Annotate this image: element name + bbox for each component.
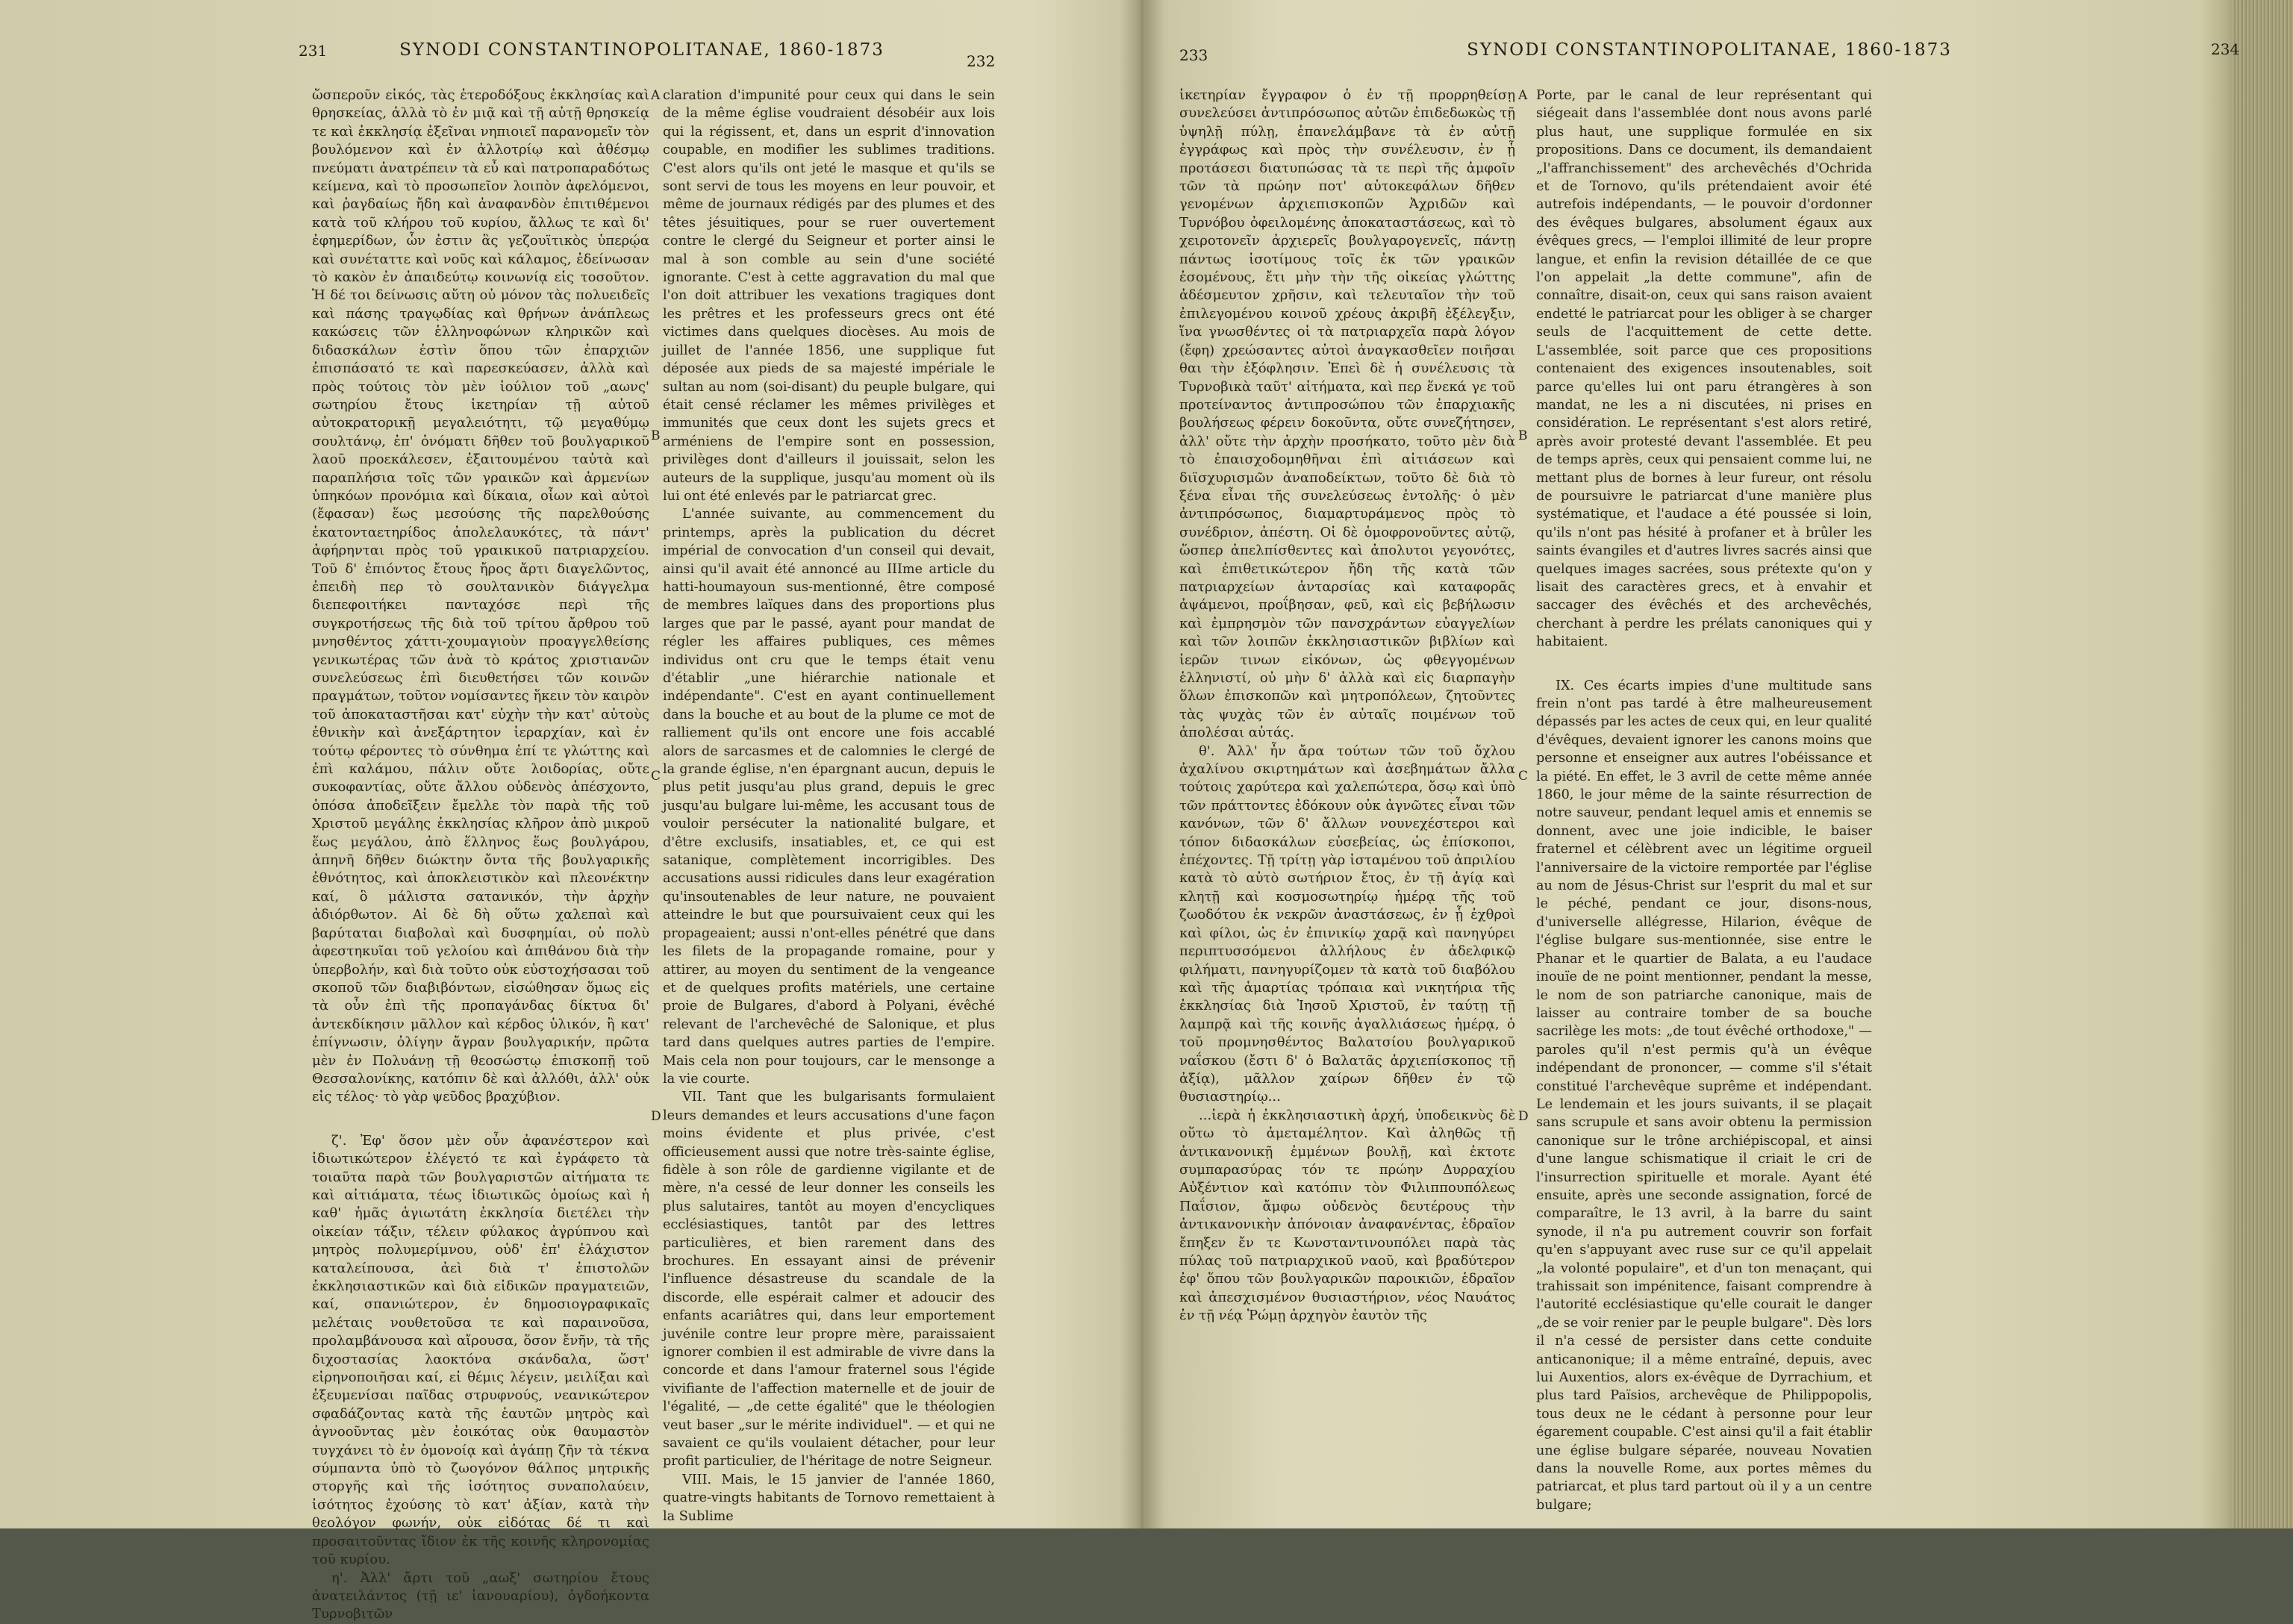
running-title: SYNODI CONSTANTINOPOLITANAE, 1860-1873 xyxy=(1467,40,1952,60)
french-paragraph: claration d'impunité pour ceux qui dans le sein de la même église voudraient désobéir aux lois qui la régissent, et, dans un esprit d'innovation coupable, en modifier les sublimes traditions. C'est alors qu'ils ont jeté le masque et qu'ils se sont servi de tous les moyens en leur pouvoir, et même de journaux rédigés par des plumes et des têtes jésuitiques, pour se ruer ouvertement contre le clergé du Seigneur et porter ainsi le mal à son comble au sein d'une société ignorante. C'est à cette aggravation du mal que l'on doit attribuer les vexations tragiques dont les prêtres et les professeurs grecs ont été victimes dans quelques diocèses. Au mois de juillet de l'année 1856, une supplique fut déposée aux pieds de sa majesté impériale le sultan au nom (soi-disant) du peuple bulgare, qui était censé réclamer les mêmes privilèges et immunités que ceux dont les sujets grecs et arméniens de l'empire sont en possession, privilèges dont d'ailleurs il jouissait, selon les auteurs de la supplique, jusqu'au moment où ils lui ont été enlevés par le patriarcat grec. xyxy=(663,88,995,504)
left-page xyxy=(0,0,1127,1623)
margin-letter-c: C xyxy=(651,769,661,784)
greek-paragraph: ...ἱερὰ ἡ ἐκκλησιαστικὴ ἀρχή, ὑποδεικνὺς δὲ οὕτω τὸ ἀμεταμέλητον. Καὶ ἀληθῶς τῇ ἀντικανονικῇ ἐμμένων βουλῇ, καὶ ἐκτοτε συμπαρασύρας τόν τε πρώην Δυρραχίου Αὐξέντιον καὶ κατόπιν τὸν Φιλιππουπόλεως Παΐσιον, ἄμφω οὐδενὸς δευτέρους τὴν ἀντικανονικὴν ἀπόνοιαν ἀναφανέντας, ἑδραῖον ἔπηξεν ἔν τε Κωνσταντινουπόλει παρὰ τὰς πύλας τοῦ πατριαρχικοῦ ναοῦ, καὶ βραδύτερον ἐφ' ὅπου τῶν βουλγαρικῶν παροικιῶν, ἑδραῖον καὶ ἀπεσχισμένον θυσιαστήριον, νέος Ναυάτος ἐν τῇ νέᾳ Ῥώμῃ ἀρχηγὸν ἑαυτὸν τῆς xyxy=(1179,1107,1515,1324)
margin-letter-b: B xyxy=(1518,428,1528,443)
page-number-234: 234 xyxy=(2211,40,2240,58)
left-page-header xyxy=(0,37,1127,70)
page-number-231: 231 xyxy=(299,42,328,60)
margin-letter-c: C xyxy=(1518,769,1529,784)
margin-letter-b: B xyxy=(651,428,661,443)
page-number-232: 232 xyxy=(967,52,996,70)
greek-paragraph: θ'. Ἀλλ' ἦν ἄρα τούτων τῶν τοῦ ὄχλου ἀχαλίνου σκιρτημάτων καὶ ἀσεβημάτων ἄλλα τούτοις χαρύτερα καὶ χαλεπώτερα, ὅσῳ καὶ ὑπὸ τῶν πράττοντες ἐδόκουν οὐκ ἀγνῶτες εἶναι τῶν κανόνων, τῶν δ' ἄλλων νουνεχέστεροι καὶ τόπον διδασκάλων εὐσεβείας, ὡς ἐπίσκοποι, ἐπέχοντες. Τῇ τρίτῃ γὰρ ἱσταμένου τοῦ ἀπριλίου κατὰ τὸ αὐτὸ σωτήριον ἔτος, ἐν τῇ ἁγίᾳ καὶ κλητῇ καὶ κοσμοσωτηρίῳ ἡμέρᾳ τῆς τοῦ ζωοδότου ἐκ νεκρῶν ἀναστάσεως, ἐν ᾗ ἐχθροὶ καὶ φίλοι, ὡς ἐν ἐπινικίῳ χαρᾷ καὶ πανηγύρει περιπτυσσόμενοι ἀλλήλους ἐν ἀδελφικῷ φιλήματι, πανηγυρίζομεν τὰ κατὰ τοῦ διαβόλου καὶ τῆς ἁμαρτίας τρόπαια καὶ νικητήρια τῆς ἐκκλησίας διὰ Ἰησοῦ Χριστοῦ, ἐν ταύτῃ τῇ λαμπρᾷ καὶ τῆς κοινῆς ἀγαλλιάσεως ἡμέρᾳ, ὁ τοῦ προμνησθέντος Βαλατσίου βουλγαρικοῦ ναΐσκου (ἔστι δ' ὁ Βαλατᾶς ἀρχιεπίσκοπος τῇ ἀξίᾳ), μᾶλλον χαίρων δῆθεν ἐν τῷ θυσιαστηρίῳ... xyxy=(1179,743,1515,1105)
greek-text-column xyxy=(312,87,649,1623)
greek-paragraph: η'. Ἀλλ' ἄρτι τοῦ „αωξ' σωτηρίου ἔτους ἀνατειλάντος (τῇ ιε' ἰανουαρίου), ὀγδοήκοντα Τυρνοβιτῶν xyxy=(312,1570,649,1623)
right-page-header xyxy=(1164,37,2240,67)
french-paragraph: L'année suivante, au commencement du printemps, après la publication du décret impérial de convocation d'un conseil qui devait, ainsi qu'il avait été annoncé au IIIme article du hatti-houmayoun sus-mentionné, être composé de membres laïques dans des proportions plus larges que par le passé, ayant pour mandat de régler les affaires publiques, ces mêmes individus ont cru que le temps était venu d'établir „une hiérarchie nationale et indépendante". C'est en ayant continuellement dans la bouche et au bout de la plume ce mot de ralliement qu'ils ont encore une fois accablé alors de sarcasmes et de calomnies le clergé de la grande église, n'en épargnant aucun, depuis le plus petit jusqu'au plus grand, depuis le grec jusqu'au bulgare lui-même, les accusant tous de vouloir persécuter la nationalité bulgare, et d'être exclusifs, insatiables, et, ce qui est satanique, complètement incorrigibles. Des accusations aussi ridicules dans leur exagération qu'insoutenables de leur nature, ne pouvaient atteindre le but que poursuivaient ceux qui les propageaient; aussi n'ont-elles pénétré que dans les filets de la propagande romaine, pour y attirer, au moyen du sentiment de la vengeance et de quelques profits matériels, une certaine proie de Bulgares, d'abord à Polyani, évêché relevant de l'archevêché de Salonique, et plus tard dans quelques autres parties de l'empire. Mais cela non pour toujours, car le mensonge a la vie courte. xyxy=(663,507,995,1087)
running-title: SYNODI CONSTANTINOPOLITANAE, 1860-1873 xyxy=(399,40,885,60)
french-paragraph: VIII. Mais, le 15 janvier de l'année 1860, quatre-vingts habitants de Tornovo remettaient à la Sublime xyxy=(663,1472,995,1524)
page-number-233: 233 xyxy=(1179,46,1208,64)
margin-letter-d: D xyxy=(1518,1109,1529,1124)
margin-letter-d: D xyxy=(651,1109,661,1124)
greek-paragraph: ἱκετηρίαν ἔγγραφον ὁ ἐν τῇ προρρηθείσῃ συνελεύσει ἀντιπρόσωπος αὐτῶν ἐπιδεδωκὼς τῇ ὑψηλῇ πύλῃ, ἐπανελάμβανε τὰ ἐν αὐτῇ ἐγγράφως καὶ πρὸς τὴν συνέλευσιν, ἐν ᾗ προτάσεσι διατυπώσας τὰ τε περὶ τῆς ἀμφοῖν τῶν τὰ πρώην ποτ' αὐτοκεφάλων δῆθεν γενομένων ἀρχιεπισκοπῶν Ἀχριδῶν καὶ Τυρνόβου ὀφειλομένης ἀποκαταστάσεως, καὶ τὸ χειροτονεῖν ἀρχιερεῖς βουλγαρογενεῖς, πάντῃ πάντως ἰσοτίμους τοῖς ἐκ τῶν γραικῶν ἐσομένους, ἔτι μὴν τὴν τῆς οἰκείας γλώττης ἀδέσμευτον χρῆσιν, καὶ τελευταῖον τὴν τοῦ ἐπιλεγομένου κοινοῦ χρέους ἀκριβῆ ἐξέλεγξιν, ἵνα γνωσθέντες οἱ τὰ πατριαρχεῖα παρὰ λόγον (ἔφη) χρεώσαντες αὐτοὶ ἀναγκασθεῖεν ποιῆσαι θαι τὴν ἐξόφλησιν. Ἐπεὶ δὲ ἡ συνέλευσις τὰ Τυρνοβικὰ ταῦτ' αἰτήματα, καὶ περ ἕνεκά γε τοῦ προτείναντος ἀντιπροσώπου τῶν ἐπαρχιακῆς βουλήσεως φέρειν δοκοῦντα, οὔτε συνεζήτησεν, ἀλλ' οὔτε τὴν ἀρχὴν προσήκατο, τοῦτο μὲν διὰ τὸ ἐπαισχοδομηθῆναι ἐπὶ αἰτιάσεων καὶ διϊσχυρισμῶν ἀναποδείκτων, τοῦτο δὲ διὰ τὸ ξένα εἶναι τῆς συνελεύσεως ἐντολῆς· ὁ μὲν ἀντιπρόσωπος, διαμαρτυράμενος πρὸς τὸ συνέδριον, ἀπέστη. Οἱ δὲ ὁμοφρονοῦντες αὐτῷ, ὥσπερ ἀπελπίσθεντες καὶ ἀπολυτοι γεγονότες, καὶ ἐπιθετικώτερον ἤδη τῆς κατὰ τῶν πατριαρχείων ἀνταρσίας καὶ καταφορᾶς ἀψάμενοι, προΐβησαν, φεῦ, καὶ εἰς βεβήλωσιν καὶ ἐμπρησμὸν τῶν πανσχράντων εὐαγγελίων καὶ τῶν λοιπῶν ἐκκλησιαστικῶν βιβλίων καὶ ἱερῶν τινων εἰκόνων, ὡς φθεγγομένων ἑλληνιστί, οὐ μὴν δ' ἀλλὰ καὶ εἰς διαρπαγὴν ὅλων ἐπισκοπῶν καὶ μητροπόλεων, ζητοῦντες τὰς ψυχὰς τῶν ἐν αὐταῖς ποιμένων τοῦ ἀπολέσαι αὐτάς. xyxy=(1179,87,1515,741)
french-paragraph: Porte, par le canal de leur représentant qui siégeait dans l'assemblée dont nous avons parlé plus haut, une supplique formulée en six propositions. Dans ce document, ils demandaient „l'affranchissement" des archevêchés d'Ochrida et de Tornovo, qu'ils prétendaient avoir été autrefois indépendants, — le pouvoir d'ordonner des évêques bulgares, absolument égaux aux évêques grecs, — l'emploi illimité de leur propre langue, et enfin la revision détaillée de ce que l'on appelait „la dette commune", afin de connaître, disait-on, ceux qui sans raison avaient endetté le patriarcat pour les obliger à se charger seuls de l'acquittement de cette dette. L'assemblée, soit parce que ces propositions contenaient des exigences insoutenables, soit parce qu'elles lui ont paru étrangères à son mandat, ne les a ni discutées, ni prises en considération. Le représentant s'est alors retiré, après avoir protesté devant l'assemblée. Et peu de temps après, ceux qui pensaient comme lui, ne mettant plus de bornes à leur fureur, ont résolu de poursuivre le patriarcat d'une manière plus systématique, et l'audace a été poussée si loin, qu'ils n'ont pas hésité à profaner et à brûler les saints évangiles et d'autres livres sacrés ainsi que quelques images sacrées, sous prétexte qu'on y lisait des caractères grecs, et à envahir et saccager des évêchés et des archevêchés, cherchant à perdre les prélats canoniques qui y habitaient. xyxy=(1536,88,1872,650)
margin-letter-a: A xyxy=(1518,88,1528,103)
french-paragraph: IX. Ces écarts impies d'une multitude sans frein n'ont pas tardé à être malheureusement dépassés par les actes de ceux qui, en leur qualité d'évêques, devaient ignorer les canons moins que personne et enseigner aux autres l'obéissance et la piété. En effet, le 3 avril de cette même année 1860, le jour même de la sainte résurrection de notre sauveur, pendant lequel amis et ennemis se donnent, avec une joie indicible, le baiser fraternel et célèbrent avec un légitime orgueil l'anniversaire de la victoire remportée par l'église au nom de Jésus-Christ sur l'esprit du mal et sur le péché, pendant ce jour, disons-nous, d'universelle allégresse, Hilarion, évêque de l'église bulgare sus-mentionnée, sise entre le Phanar et le quartier de Balata, a eu l'audace inouïe de ne point mentionner, pendant la messe, le nom de son patriarche canonique, mais de laisser au contraire tomber de sa bouche sacrilège les mots: „de tout évêché orthodoxe," — paroles qu'il n'est permis qu'à un évêque indépendant de prononcer, — comme s'il s'était constitué l'archevêque suprême et indépendant. Le lendemain et les jours suivants, il se plaçait sans scrupule et sans avoir obtenu la permission canonique sur le trône archiépiscopal, et ainsi d'une langue schismatique il criait le cri de l'insurrection spirituelle et morale. Ayant été ensuite, après une seconde assignation, forcé de comparaître, le 13 avril, à la barre du saint synode, il n'a pu autrement couvrir son forfait qu'en s'appuyant avec ruse sur ce qu'il appelait „la volonté populaire", et d'un ton menaçant, qui trahissait son impénitence, faisant comprendre à l'autorité ecclésiastique qu'elle courait le danger „de se voir renier par le peuple bulgare". Dès lors il n'a cessé de persister dans cette conduite anticanonique; il a même entraîné, depuis, avec lui Auxentios, alors ex-évêque de Dyrrachium, et plus tard Païsios, archevêque de Philippopolis, tous deux ne le cédant à personne pour leur égarement coupable. C'est ainsi qu'il a fait établir une église bulgare séparée, nouveau Novatien dans la nouvelle Rome, aux portes mêmes du patriarcat, et plus tard partout où il y a un centre bulgare; xyxy=(1536,678,1872,1513)
french-text-column xyxy=(1536,87,1872,1512)
right-page xyxy=(1164,0,2240,1528)
greek-text-column xyxy=(1179,87,1515,1512)
french-paragraph: VII. Tant que les bulgarisants formulaient leurs demandes et leurs accusations d'une façon moins évidente et plus privée, c'est officieusement aussi que notre très-sainte église, fidèle à son rôle de gardienne vigilante et de mère, n'a cessé de leur donner les conseils les plus salutaires, tantôt au moyen d'encycliques ecclésiastiques, tantôt par des lettres particulières, et bien rarement dans des brochures. En essayant ainsi de prévenir l'influence désastreuse du scandale de la discorde, elle espérait calmer et adoucir des enfants acariâtres qui, dans leur emportement juvénile contre leur propre mère, paraissaient ignorer combien il est admirable de vivre dans la concorde et dans l'amour fraternel sous l'égide vivifiante de l'affection maternelle et de jouir de l'égalité, — „de cette égalité" que le théologien veut baser „sur le mérite individuel". — et qui ne savaient ce qu'ils voulaient détacher, pour leur profit particulier, de l'héritage de notre Seigneur. xyxy=(663,1090,995,1470)
greek-paragraph: ὥσπεροῦν εἰκός, τὰς ἑτεροδόξους ἐκκλησίας καὶ θρησκείας, ἀλλὰ τὸ ἐν μιᾷ καὶ τῇ αὐτῇ θρησκείᾳ τε καὶ ἐκκλησίᾳ ἐξεῖναι νηπιοιεῖ παρανομεῖν τὸν βουλόμενον καὶ ἐν ἀλλοτρίῳ καὶ ἀθέσμῳ πνεύματι ἀνατρέπειν τὰ εὖ καὶ πατροπαραδότως κείμενα, καὶ τὸ προσωπεῖον λοιπὸν ἀφελόμενοι, καὶ ῥαγδαίως ἤδη καὶ ἀναφανδὸν ἐπιτιθέμενοι κατὰ τοῦ κλήρου τοῦ κυρίου, ἄλλως τε καὶ δι' ἐφημερίδων, ὧν ἐστιν ἃς γεζουϊτικὸς ὑπερῴα καὶ συνέταττε καὶ νοῦς καὶ κάλαμος, ἐδείνωσαν τὸ κακὸν ἐν ἀπαιδεύτῳ κοινωνίᾳ εἰς τοσοῦτον. Ἡ δέ τοι δείνωσις αὕτη οὐ μόνον τὰς πολυειδεῖς καὶ πάσης τραγῳδίας καὶ θρήνων ἀνάπλεως κακώσεις τῶν ἑλληνοφώνων κληρικῶν καὶ διδασκάλων ἐστὶν ὅπου τῶν ἐπαρχιῶν ἐπισπάσατό τε καὶ παρεσκεύασεν, ἀλλὰ καὶ πρὸς τούτοις τὸν μὲν ἰούλιον τοῦ „αωνς' σωτηρίου ἔτους ἱκετηρίαν τῇ αὐτοῦ αὐτοκρατορικῇ μεγαλειότητι, τῷ μεγαθύμῳ σουλτάνῳ, ἐπ' ὀνόματι δῆθεν τοῦ βουλγαρικοῦ λαοῦ προεκάλεσεν, ἐξαιτουμένου ταὐτὰ καὶ παραπλήσια τοῖς τῶν γραικῶν καὶ ἀρμενίων ὑπηκόων προνόμια καὶ δίκαια, οἷων καὶ αὐτοὶ (ἔφασαν) ἕως μεσούσης τῆς παρελθούσης ἑκατονταετηρίδος ἀπολελαυκότες, τὰ πάντ' ἀφήρηνται πρὸς τοῦ γραικικοῦ πατριαρχείου. Τοῦ δ' ἐπιόντος ἔτους ἤρος ἄρτι διαγελῶντος, ἐπειδὴ περ τὸ σουλτανικὸν διάγγελμα διεπεφοιτήκει πανταχόσε περὶ τῆς συγκροτήσεως τῆς διὰ τοῦ τρίτου ἄρθρου τοῦ μνησθέντος χάττι-χουμαγιοὺν προαγγελθείσης γενικωτέρας τῶν ἀνὰ τὸ κράτος χριστιανῶν συνελεύσεως ἐπὶ διευθετήσει τῶν κοινῶν πραγμάτων, τοῦτον νομίσαντες ἥκειν τὸν καιρὸν τοῦ ἀποκαταστῆσαι κατ' εὐχὴν τὴν κατ' αὐτοὺς ἐθνικὴν καὶ ἀνεξάρτητον ἱεραρχίαν, καὶ ἐν τούτῳ φέροντες τὸ σύνθημα ἐπί τε γλώττης καὶ ἐπὶ καλάμου, πάλιν οὔτε λοιδορίας, οὔτε συκοφαντίας, οὔτε ἄλλου οὐδενὸς ἀπέσχοντο, ὁπόσα ἀποδεῖξειν ἔμελλε τὸν παρὰ τῆς τοῦ Χριστοῦ μεγάλης ἐκκλησίας κλῆρον ἀπὸ μικροῦ ἕως μεγάλου, ἀπὸ ἕλληνος ἕως βουλγάρου, ἀπηνῆ δῆθεν διώκτην ὄντα τῆς βουλγαρικῆς ἐθνότητος, καὶ ἀποκλειστικὸν καὶ πλεονέκτην καί, ὃ μάλιστα σατανικόν, τὴν ἀρχὴν ἀδιόρθωτον. Αἱ δὲ δὴ οὕτω χαλεπαὶ καὶ βαρύταται διαβολαὶ καὶ δυσφημίαι, οὐ πολὺ ἀφεστηκυῖαι τοῦ γελοίου καὶ ἀπιθάνου διὰ τὴν ὑπερβολήν, καὶ διὰ τοῦτο οὐκ εὐστοχήσασαι τοῦ σκοποῦ τῶν διαβιβόντων, εἰσώθησαν ὅμως εἰς τὰ οὖν ἐπὶ τῆς προπαγάνδας δίκτυα δι' ἀντεκδίκησιν μᾶλλον καὶ κέρδος ὑλικόν, ἢ κατ' ἐπίγνωσιν, ὀλίγην ἄγραν βουλγαρικήν, πρῶτα μὲν ἐν Πολυάνῃ τῇ θεοσώστῳ ἐπισκοπῇ τοῦ Θεσσαλονίκης, κατόπιν δὲ καὶ ἀλλόθι, ἀλλ' οὐκ εἰς τέλος· τὸ γὰρ ψεῦδος βραχύβιον. xyxy=(312,87,649,1105)
margin-letter-a: A xyxy=(651,88,661,103)
book-page-edges xyxy=(2232,0,2293,1528)
french-text-column xyxy=(663,87,995,1524)
greek-paragraph: ζ'. Ἐφ' ὅσον μὲν οὖν ἀφανέστερον καὶ ἰδιωτικώτερον ἐλέγετό τε καὶ ἐγράφετο τὰ τοιαῦτα παρὰ τῶν βουλγαριστῶν αἰτήματα τε καὶ αἰτιάματα, τέως ἰδιωτικῶς ὁμοίως καὶ ἡ καθ' ἡμᾶς ἁγιωτάτη ἐκκλησία διετέλει τὴν οἰκείαν τάξιν, τέλειν φύλακος ἀγρύπνου καὶ μητρὸς πολυμερίμνου, οὐδ' ἐπ' ἐλάχιστον καταλείπουσα, ἀεὶ διὰ τ' ἐπιστολῶν ἐκκλησιαστικῶν καὶ διὰ εἰδικῶν πραγματειῶν, καί, σπανιώτερον, ἐν δημοσιογραφικαῖς μελέταις νουθετοῦσα τε καὶ παραινοῦσα, προλαμβάνουσα καὶ αἴρουσα, ὅσον ἔνῆν, τὰ τῆς διχοστασίας λαοκτόνα σκάνδαλα, ὥστ' εἰρηνοποιῆσαι καί, εἰ θέμις λέγειν, μειλίξαι καὶ ἐξευμενίσαι παῖδας στρυφνούς, νεανικώτερον σφαδάζοντας κατὰ τῆς ἑαυτῶν μητρὸς καὶ ἀγνοοῦντας μὲν ἐοικότας οὐκ θαυμαστὸν τυγχάνει τὸ ἐν ὁμονοίᾳ καὶ ἀγάπῃ ζῆν τὰ τέκνα σύμπαντα ὑπὸ τὸ ζωογόνον θάλπος μητρικῆς στοργῆς καὶ τῆς ἰσότητος συναπολαύειν, ἰσότητος ἐχούσης τὸ κατ' ἀξίαν, κατὰ τὴν θεολόγον φωνήν, οὐκ εἰδότας δέ τι καὶ προσαιτοῦντας ἴδιον ἐκ τῆς κοινῆς κληρονομίας τοῦ κυρίου. xyxy=(312,1132,649,1568)
